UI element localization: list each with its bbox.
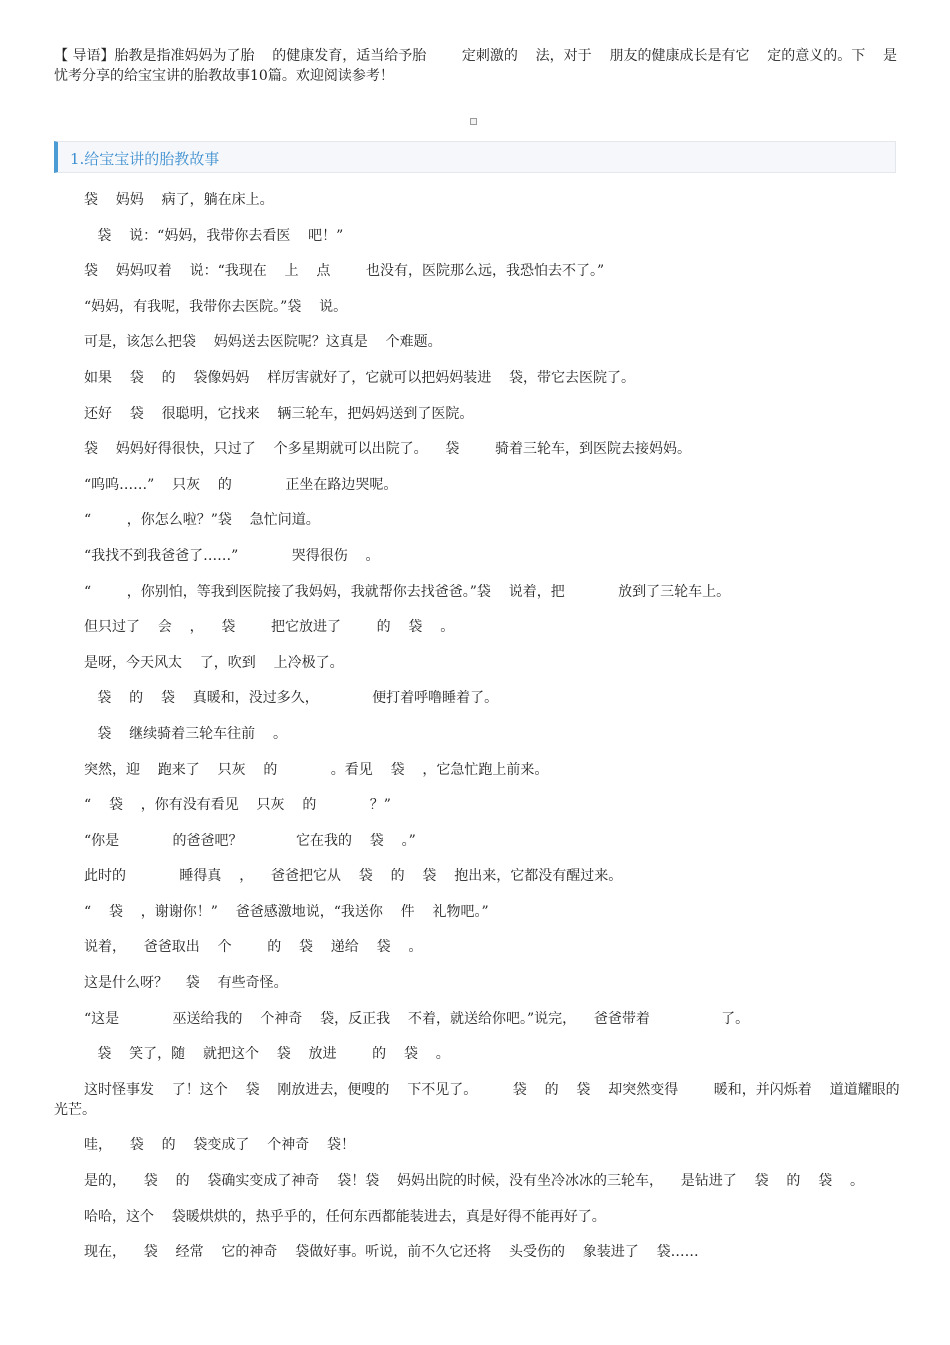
story-paragraph: 此时的 睡得真 ， 爸爸把它从 袋 的 袋 抱出来，它都没有醒过来。 [84,868,623,885]
story-paragraph: 但只过了 会 ， 袋 把它放进了 的 袋 。 [84,619,455,636]
story-paragraph: 袋 的 袋 真暖和，没过多久， 便打着呼噜睡着了。 [84,690,499,707]
story-paragraph: “ ，你怎么啦？”袋 急忙问道。 [84,512,320,529]
story-paragraph: “妈妈，有我呢，我带你去医院。”袋 说。 [84,298,348,315]
image-placeholder-icon [470,118,477,125]
story-paragraph: 哇， 袋 的 袋变成了 个神奇 袋！ [84,1137,356,1154]
story-paragraph: 这是什么呀？ 袋 有些奇怪。 [84,975,288,992]
story-paragraph: 还好 袋 很聪明，它找来 辆三轮车，把妈妈送到了医院。 [84,405,474,422]
story-paragraph: 袋 说：“妈妈，我带你去看医 吧！” [84,227,344,244]
story-paragraph: 袋 妈妈 病了，躺在床上。 [84,192,274,208]
story-paragraph: “ 袋 ，谢谢你！” 爸爸感激地说，“我送你 件 礼物吧。” [84,903,489,920]
story-paragraph: 是的， 袋 的 袋确实变成了神奇 袋！袋 妈妈出院的时候，没有坐冷冰冰的三轮车， 是钻进了 袋 的 袋 。 [84,1173,865,1190]
section-title: 1.给宝宝讲的胎教故事 [70,150,220,168]
story-paragraph: 袋 笑了，随 就把这个 袋 放进 的 袋 。 [84,1046,450,1063]
story-paragraph: “我找不到我爸爸了……” 哭得很伤 。 [84,547,380,564]
story-paragraph: 可是，该怎么把袋 妈妈送去医院呢？这真是 个难题。 [84,334,442,351]
story-paragraph: “这是 巫送给我的 个神奇 袋，反正我 不着，就送给你吧。”说完， 爸爸带着 了。 [84,1010,750,1027]
story-paragraph: “ 袋 ，你有没有看见 只灰 的 ？” [84,797,391,814]
intro-paragraph: 【 导语】胎教是指准妈妈为了胎 的健康发育，适当给予胎 定刺激的 法，对于 朋友的健康成长是有它 定的意义的。下 是 忧考分享的给宝宝讲的胎教故事10篇。欢迎阅读参考！ [54,48,915,84]
story-body [54,190,900,1278]
section-header [54,141,896,173]
story-paragraph: 袋 妈妈叹着 说：“我现在 上 点 也没有，医院那么远，我恐怕去不了。” [84,263,605,280]
story-paragraph: “ ，你别怕，等我到医院接了我妈妈，我就帮你去找爸爸。”袋 说着，把 放到了三轮车上。 [84,583,731,600]
story-paragraph: 说着， 爸爸取出 个 的 袋 递给 袋 。 [84,939,423,956]
story-paragraph: 哈哈，这个 袋暖烘烘的，热乎乎的，任何东西都能装进去，真是好得不能再好了。 [84,1208,606,1225]
story-paragraph: 袋 继续骑着三轮车往前 。 [84,725,287,742]
story-paragraph: 现在， 袋 经常 它的神奇 袋做好事。听说，前不久它还将 头受伤的 象装进了 袋…… [84,1244,699,1261]
story-paragraph: 袋 妈妈好得很快，只过了 个多星期就可以出院了。 袋 骑着三轮车，到医院去接妈妈。 [84,441,692,458]
story-paragraph: 突然，迎 跑来了 只灰 的 。看见 袋 ，它急忙跑上前来。 [84,761,549,778]
story-paragraph: 如果 袋 的 袋像妈妈 样厉害就好了，它就可以把妈妈装进 袋，带它去医院了。 [84,369,636,386]
story-paragraph: “你是 的爸爸吧？ 它在我的 袋 。” [84,832,416,849]
story-paragraph: 这时怪事发 了！这个 袋 刚放进去，便嗖的 下不见了。 袋 的 袋 却突然变得 暖和，并闪烁着 道道耀眼的光芒。 [54,1081,900,1118]
story-paragraph: “呜呜……” 只灰 的 正坐在路边哭呢。 [84,476,398,493]
story-paragraph: 是呀，今天风太 了，吹到 上冷极了。 [84,654,344,671]
